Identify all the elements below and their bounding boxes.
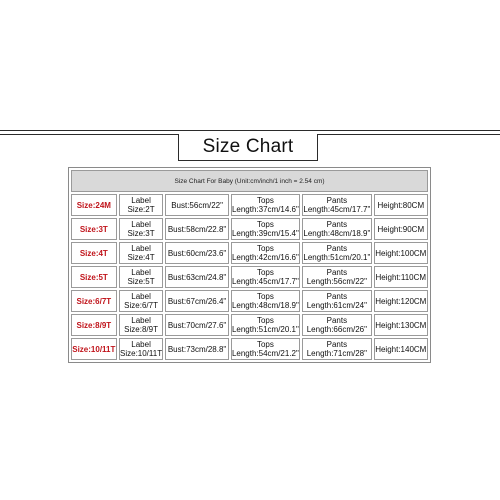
bust-cell: Bust:67cm/26.4" <box>165 290 228 312</box>
pants-heading: Pants <box>326 196 348 205</box>
height-cell: Height:130CM <box>374 314 428 336</box>
bust-cell: Bust:63cm/24.8" <box>165 266 228 288</box>
pants-heading: Pants <box>326 292 348 301</box>
pants-heading: Pants <box>326 220 348 229</box>
size-cell: Size:5T <box>71 266 117 288</box>
label-cell <box>119 338 164 360</box>
label-size: Size:4T <box>127 253 155 262</box>
pants-length: Length:61cm/24" <box>306 301 367 310</box>
size-cell: Size:6/7T <box>71 290 117 312</box>
table-row <box>71 194 428 216</box>
tops-length: Length:39cm/15.4" <box>231 229 299 238</box>
label-cell <box>119 290 164 312</box>
pants-length: Length:56cm/22" <box>306 277 367 286</box>
tops-heading: Tops <box>256 292 274 301</box>
size-cell: Size:24M <box>71 194 117 216</box>
tops-heading: Tops <box>256 268 274 277</box>
label-size: Size:2T <box>127 205 155 214</box>
tops-length: Length:37cm/14.6" <box>231 205 299 214</box>
tops-cell <box>231 314 300 336</box>
label-heading: Label <box>131 196 151 205</box>
label-size: Size:8/9T <box>124 325 158 334</box>
tops-cell <box>231 218 300 240</box>
header-rule-top <box>0 130 500 131</box>
tops-heading: Tops <box>256 316 274 325</box>
bust-cell: Bust:56cm/22" <box>165 194 228 216</box>
table-row <box>71 338 428 360</box>
pants-cell <box>302 314 371 336</box>
label-cell <box>119 314 164 336</box>
pants-length: Length:48cm/18.9" <box>303 229 371 238</box>
size-cell: Size:4T <box>71 242 117 264</box>
label-cell <box>119 266 164 288</box>
label-cell <box>119 218 164 240</box>
pants-length: Length:71cm/28" <box>306 349 367 358</box>
table-caption: Size Chart For Baby (Unit:cm/inch/1 inch = 2.54 cm) <box>71 170 428 192</box>
size-chart-table <box>68 167 431 363</box>
pants-cell <box>302 242 371 264</box>
label-heading: Label <box>131 316 151 325</box>
table-row <box>71 266 428 288</box>
label-heading: Label <box>131 220 151 229</box>
tops-length: Length:45cm/17.7" <box>231 277 299 286</box>
size-chart-title: Size Chart <box>178 134 318 161</box>
table-row <box>71 218 428 240</box>
height-cell: Height:110CM <box>374 266 428 288</box>
pants-heading: Pants <box>326 244 348 253</box>
tops-length: Length:54cm/21.2" <box>231 349 299 358</box>
tops-cell <box>231 338 300 360</box>
tops-cell <box>231 266 300 288</box>
height-cell: Height:140CM <box>374 338 428 360</box>
tops-length: Length:42cm/16.6" <box>231 253 299 262</box>
tops-cell <box>231 242 300 264</box>
tops-length: Length:51cm/20.1" <box>231 325 299 334</box>
height-cell: Height:100CM <box>374 242 428 264</box>
size-cell: Size:3T <box>71 218 117 240</box>
table-row <box>71 290 428 312</box>
label-heading: Label <box>131 292 151 301</box>
tops-cell <box>231 290 300 312</box>
pants-cell <box>302 290 371 312</box>
pants-length: Length:51cm/20.1" <box>303 253 371 262</box>
label-size: Size:6/7T <box>124 301 158 310</box>
label-size: Size:3T <box>127 229 155 238</box>
tops-heading: Tops <box>256 220 274 229</box>
height-cell: Height:90CM <box>374 218 428 240</box>
label-heading: Label <box>131 244 151 253</box>
label-cell <box>119 194 164 216</box>
tops-cell <box>231 194 300 216</box>
bust-cell: Bust:70cm/27.6" <box>165 314 228 336</box>
tops-heading: Tops <box>256 196 274 205</box>
height-cell: Height:80CM <box>374 194 428 216</box>
pants-heading: Pants <box>326 316 348 325</box>
label-size: Size:10/11T <box>120 349 163 358</box>
size-cell: Size:10/11T <box>71 338 117 360</box>
tops-heading: Tops <box>256 340 274 349</box>
tops-length: Length:48cm/18.9" <box>231 301 299 310</box>
pants-heading: Pants <box>326 340 348 349</box>
label-size: Size:5T <box>127 277 155 286</box>
bust-cell: Bust:58cm/22.8" <box>165 218 228 240</box>
size-cell: Size:8/9T <box>71 314 117 336</box>
height-cell: Height:120CM <box>374 290 428 312</box>
bust-cell: Bust:60cm/23.6" <box>165 242 228 264</box>
label-cell <box>119 242 164 264</box>
label-heading: Label <box>131 268 151 277</box>
pants-cell <box>302 218 371 240</box>
pants-cell <box>302 338 371 360</box>
table-row <box>71 242 428 264</box>
pants-cell <box>302 266 371 288</box>
tops-heading: Tops <box>256 244 274 253</box>
pants-heading: Pants <box>326 268 348 277</box>
pants-cell <box>302 194 371 216</box>
table-row <box>71 314 428 336</box>
bust-cell: Bust:73cm/28.8" <box>165 338 228 360</box>
label-heading: Label <box>131 340 151 349</box>
pants-length: Length:45cm/17.7" <box>303 205 371 214</box>
caption-row <box>71 170 428 192</box>
pants-length: Length:66cm/26" <box>306 325 367 334</box>
